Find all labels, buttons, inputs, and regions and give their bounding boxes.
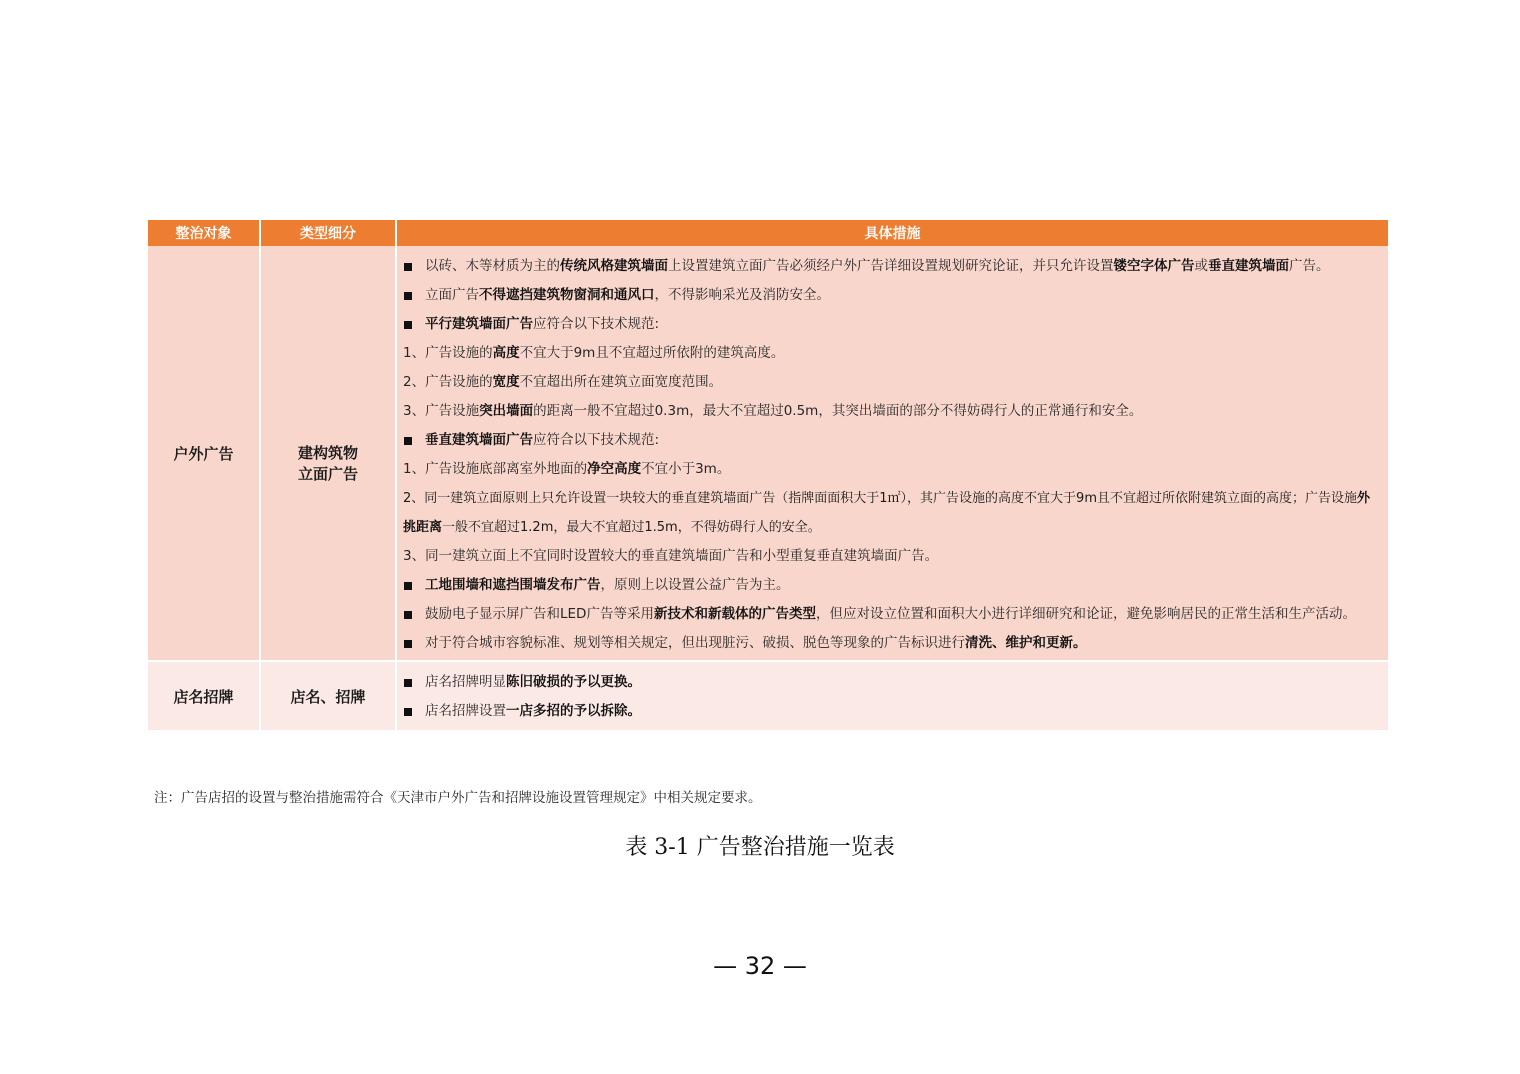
target-cell bbox=[148, 661, 260, 730]
table-caption: 表 3-1 广告整治措施一览表 bbox=[625, 835, 895, 860]
subtype-label: 店名、招牌 bbox=[290, 687, 366, 706]
list-item: 工地围墙和遮挡围墙发布广告，原则上以设置公益广告为主。 bbox=[403, 571, 1380, 600]
measures-cell bbox=[396, 661, 1388, 730]
header-measures: 具体措施 bbox=[396, 220, 1388, 246]
list-item: 立面广告不得遮挡建筑物窗洞和通风口，不得影响采光及消防安全。 bbox=[403, 281, 1380, 310]
bullet-icon bbox=[403, 668, 425, 697]
target-label: 店名招牌 bbox=[173, 687, 234, 706]
numbered-item: 2、同一建筑立面原则上只允许设置一块较大的垂直建筑墙面广告（指牌面面积大于1㎡），其广告设施的高度不宜大于9m且不宜超过所依附建筑立面的高度；广告设施外挑距离一般不宜超过1.2m，最大不宜超过1.5m，不得妨碍行人的安全。 bbox=[403, 491, 1370, 535]
numbered-item: 1、广告设施底部离室外地面的净空高度不宜小于3m。 bbox=[403, 461, 731, 477]
target-cell bbox=[148, 246, 260, 661]
advertising-measures-table bbox=[148, 220, 1388, 730]
list-item: 以砖、木等材质为主的传统风格建筑墙面上设置建筑立面广告必须经户外广告详细设置规划研究论证，并只允许设置镂空字体广告或垂直建筑墙面广告。 bbox=[403, 252, 1380, 281]
list-item: 店名招牌设置一店多招的予以拆除。 bbox=[403, 697, 1380, 726]
header-target: 整治对象 bbox=[148, 220, 260, 246]
subtype-cell bbox=[260, 661, 396, 730]
bullet-icon bbox=[403, 571, 425, 600]
list-item: 垂直建筑墙面广告应符合以下技术规范: bbox=[403, 426, 1380, 455]
bullet-icon bbox=[403, 426, 425, 455]
table-row bbox=[148, 246, 1388, 661]
bullet-icon bbox=[403, 600, 425, 629]
numbered-item: 3、广告设施突出墙面的距离一般不宜超过0.3m，最大不宜超过0.5m，其突出墙面的部分不得妨碍行人的正常通行和安全。 bbox=[403, 403, 1143, 419]
list-item: 对于符合城市容貌标准、规划等相关规定，但出现脏污、破损、脱色等现象的广告标识进行清洗、维护和更新。 bbox=[403, 629, 1380, 658]
bullet-icon bbox=[403, 281, 425, 310]
bullet-icon bbox=[403, 310, 425, 339]
page-number: — 32 — bbox=[713, 952, 807, 980]
table-header-row bbox=[148, 220, 1388, 246]
numbered-item: 3、同一建筑立面上不宜同时设置较大的垂直建筑墙面广告和小型重复垂直建筑墙面广告。 bbox=[403, 548, 939, 564]
subtype-cell bbox=[260, 246, 396, 661]
list-item: 店名招牌明显陈旧破损的予以更换。 bbox=[403, 668, 1380, 697]
numbered-item: 2、广告设施的宽度不宜超出所在建筑立面宽度范围。 bbox=[403, 374, 723, 390]
measures-cell bbox=[396, 246, 1388, 661]
subtype-label-line1: 建构筑物 bbox=[297, 443, 358, 462]
bullet-icon bbox=[403, 697, 425, 726]
header-subtype: 类型细分 bbox=[260, 220, 396, 246]
list-item: 平行建筑墙面广告应符合以下技术规范: bbox=[403, 310, 1380, 339]
table-row bbox=[148, 661, 1388, 730]
bullet-icon bbox=[403, 252, 425, 281]
table-note: 注：广告店招的设置与整治措施需符合《天津市户外广告和招牌设施设置管理规定》中相关规定要求。 bbox=[154, 790, 762, 806]
numbered-item: 1、广告设施的高度不宜大于9m且不宜超过所依附的建筑高度。 bbox=[403, 345, 785, 361]
subtype-label-line2: 立面广告 bbox=[297, 464, 358, 483]
list-item: 鼓励电子显示屏广告和LED广告等采用新技术和新载体的广告类型，但应对设立位置和面积大小进行详细研究和论证，避免影响居民的正常生活和生产活动。 bbox=[403, 600, 1380, 629]
bullet-icon bbox=[403, 629, 425, 658]
target-label: 户外广告 bbox=[173, 444, 234, 463]
